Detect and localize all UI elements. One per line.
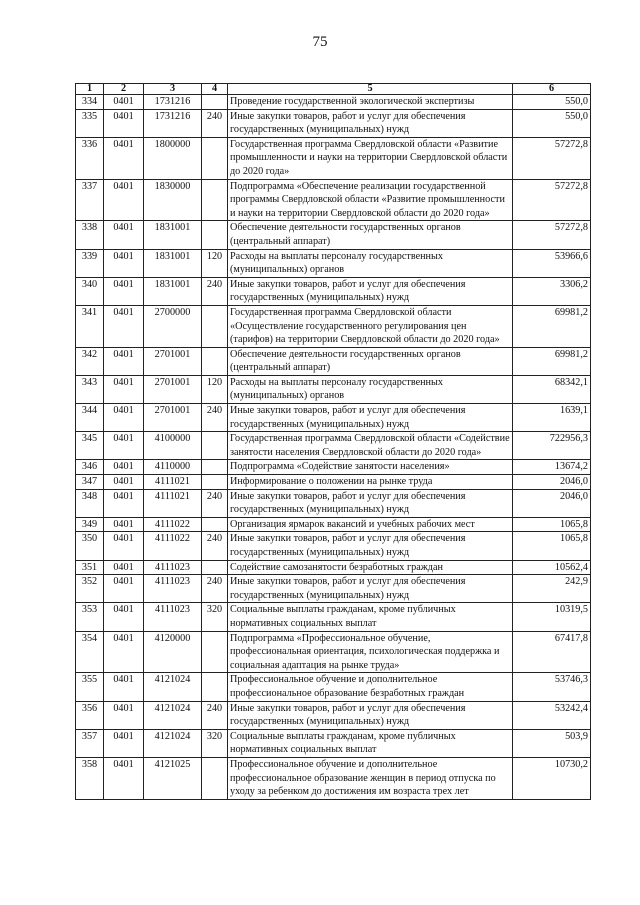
- row-number: 335: [76, 109, 104, 137]
- amount: 2046,0: [513, 475, 591, 490]
- expense-type-code: 240: [202, 404, 228, 432]
- section-code: 0401: [104, 673, 144, 701]
- table-row: [76, 532, 591, 560]
- row-number: 355: [76, 673, 104, 701]
- item-name: Государственная программа Свердловской области «Развитие промышленности и науки на территории Свердловской области до 2020 года»: [228, 137, 513, 179]
- column-header-name: 5: [228, 84, 513, 95]
- item-name: Иные закупки товаров, работ и услуг для обеспечения государственных (муниципальных) нужд: [228, 277, 513, 305]
- table-row: [76, 404, 591, 432]
- amount: 550,0: [513, 95, 591, 110]
- amount: 53746,3: [513, 673, 591, 701]
- item-name: Расходы на выплаты персоналу государственных (муниципальных) органов: [228, 249, 513, 277]
- target-article-code: 1831001: [144, 249, 202, 277]
- item-name: Подпрограмма «Профессиональное обучение, профессиональная ориентация, психологическая поддержка и социальная адаптация на рынке труда»: [228, 631, 513, 673]
- target-article-code: 1831001: [144, 221, 202, 249]
- amount: 68342,1: [513, 375, 591, 403]
- table-row: [76, 137, 591, 179]
- expense-type-code: [202, 179, 228, 221]
- expense-type-code: 240: [202, 532, 228, 560]
- target-article-code: 2701001: [144, 404, 202, 432]
- item-name: Организация ярмарок вакансий и учебных рабочих мест: [228, 517, 513, 532]
- expense-type-code: [202, 137, 228, 179]
- expense-type-code: [202, 305, 228, 347]
- table-row: [76, 460, 591, 475]
- expense-type-code: 240: [202, 277, 228, 305]
- amount: 1065,8: [513, 517, 591, 532]
- expense-type-code: [202, 432, 228, 460]
- amount: 53966,6: [513, 249, 591, 277]
- amount: 53242,4: [513, 701, 591, 729]
- expense-type-code: 240: [202, 109, 228, 137]
- amount: 242,9: [513, 575, 591, 603]
- target-article-code: 1731216: [144, 109, 202, 137]
- target-article-code: 4111022: [144, 532, 202, 560]
- table-row: [76, 95, 591, 110]
- table-row: [76, 109, 591, 137]
- table-row: [76, 475, 591, 490]
- column-header-expense-type: 4: [202, 84, 228, 95]
- section-code: 0401: [104, 249, 144, 277]
- row-number: 339: [76, 249, 104, 277]
- target-article-code: 4111023: [144, 603, 202, 631]
- amount: 69981,2: [513, 305, 591, 347]
- item-name: Государственная программа Свердловской области «Осуществление государственного регулирования цен (тарифов) на территории Свердловской области до 2020 года»: [228, 305, 513, 347]
- item-name: Расходы на выплаты персоналу государственных (муниципальных) органов: [228, 375, 513, 403]
- section-code: 0401: [104, 757, 144, 799]
- item-name: Информирование о положении на рынке труда: [228, 475, 513, 490]
- section-code: 0401: [104, 575, 144, 603]
- expense-type-code: 240: [202, 575, 228, 603]
- section-code: 0401: [104, 489, 144, 517]
- expense-type-code: 240: [202, 489, 228, 517]
- expense-type-code: 120: [202, 249, 228, 277]
- expense-type-code: [202, 347, 228, 375]
- table-row: [76, 375, 591, 403]
- target-article-code: 4121024: [144, 673, 202, 701]
- row-number: 345: [76, 432, 104, 460]
- target-article-code: 2701001: [144, 375, 202, 403]
- target-article-code: 4121024: [144, 729, 202, 757]
- expense-type-code: 320: [202, 603, 228, 631]
- item-name: Социальные выплаты гражданам, кроме публичных нормативных социальных выплат: [228, 603, 513, 631]
- amount: 722956,3: [513, 432, 591, 460]
- row-number: 347: [76, 475, 104, 490]
- target-article-code: 1731216: [144, 95, 202, 110]
- amount: 1065,8: [513, 532, 591, 560]
- expense-type-code: [202, 517, 228, 532]
- budget-table: [75, 83, 591, 800]
- expense-type-code: [202, 631, 228, 673]
- item-name: Профессиональное обучение и дополнительное профессиональное образование женщин в период отпуска по уходу за ребенком до достижения им возраста трех лет: [228, 757, 513, 799]
- amount: 1639,1: [513, 404, 591, 432]
- table-row: [76, 489, 591, 517]
- target-article-code: 4121024: [144, 701, 202, 729]
- section-code: 0401: [104, 277, 144, 305]
- row-number: 356: [76, 701, 104, 729]
- section-code: 0401: [104, 701, 144, 729]
- table-row: [76, 347, 591, 375]
- section-code: 0401: [104, 347, 144, 375]
- table-row: [76, 432, 591, 460]
- item-name: Иные закупки товаров, работ и услуг для обеспечения государственных (муниципальных) нужд: [228, 575, 513, 603]
- row-number: 358: [76, 757, 104, 799]
- section-code: 0401: [104, 179, 144, 221]
- row-number: 349: [76, 517, 104, 532]
- section-code: 0401: [104, 475, 144, 490]
- row-number: 342: [76, 347, 104, 375]
- item-name: Подпрограмма «Содействие занятости населения»: [228, 460, 513, 475]
- section-code: 0401: [104, 460, 144, 475]
- table-row: [76, 221, 591, 249]
- expense-type-code: [202, 475, 228, 490]
- table-row: [76, 631, 591, 673]
- target-article-code: 4111022: [144, 517, 202, 532]
- row-number: 343: [76, 375, 104, 403]
- expense-type-code: [202, 221, 228, 249]
- item-name: Содействие самозанятости безработных граждан: [228, 560, 513, 575]
- expense-type-code: [202, 673, 228, 701]
- table-row: [76, 560, 591, 575]
- expense-type-code: [202, 460, 228, 475]
- item-name: Подпрограмма «Обеспечение реализации государственной программы Свердловской области «Развитие промышленности и науки на территории Свердловской области до 2020 года»: [228, 179, 513, 221]
- target-article-code: 1800000: [144, 137, 202, 179]
- table-row: [76, 757, 591, 799]
- section-code: 0401: [104, 305, 144, 347]
- amount: 57272,8: [513, 137, 591, 179]
- section-code: 0401: [104, 517, 144, 532]
- amount: 69981,2: [513, 347, 591, 375]
- target-article-code: 4111023: [144, 560, 202, 575]
- expense-type-code: [202, 95, 228, 110]
- section-code: 0401: [104, 404, 144, 432]
- section-code: 0401: [104, 560, 144, 575]
- row-number: 350: [76, 532, 104, 560]
- amount: 10562,4: [513, 560, 591, 575]
- row-number: 353: [76, 603, 104, 631]
- row-number: 346: [76, 460, 104, 475]
- row-number: 357: [76, 729, 104, 757]
- header-row: [76, 84, 591, 95]
- table-row: [76, 575, 591, 603]
- row-number: 340: [76, 277, 104, 305]
- row-number: 334: [76, 95, 104, 110]
- item-name: Иные закупки товаров, работ и услуг для обеспечения государственных (муниципальных) нужд: [228, 109, 513, 137]
- table-body: [76, 95, 591, 800]
- section-code: 0401: [104, 375, 144, 403]
- row-number: 338: [76, 221, 104, 249]
- row-number: 336: [76, 137, 104, 179]
- item-name: Проведение государственной экологической экспертизы: [228, 95, 513, 110]
- section-code: 0401: [104, 532, 144, 560]
- table-row: [76, 249, 591, 277]
- row-number: 351: [76, 560, 104, 575]
- table-row: [76, 673, 591, 701]
- amount: 2046,0: [513, 489, 591, 517]
- item-name: Государственная программа Свердловской области «Содействие занятости населения Свердловской области до 2020 года»: [228, 432, 513, 460]
- table-row: [76, 179, 591, 221]
- table-row: [76, 701, 591, 729]
- table-row: [76, 277, 591, 305]
- column-header-amount: 6: [513, 84, 591, 95]
- target-article-code: 4111023: [144, 575, 202, 603]
- amount: 3306,2: [513, 277, 591, 305]
- target-article-code: 2701001: [144, 347, 202, 375]
- section-code: 0401: [104, 221, 144, 249]
- row-number: 352: [76, 575, 104, 603]
- row-number: 341: [76, 305, 104, 347]
- row-number: 344: [76, 404, 104, 432]
- section-code: 0401: [104, 109, 144, 137]
- expense-type-code: 240: [202, 701, 228, 729]
- item-name: Иные закупки товаров, работ и услуг для обеспечения государственных (муниципальных) нужд: [228, 404, 513, 432]
- target-article-code: 4111021: [144, 489, 202, 517]
- section-code: 0401: [104, 603, 144, 631]
- item-name: Социальные выплаты гражданам, кроме публичных нормативных социальных выплат: [228, 729, 513, 757]
- column-header-target-article: 3: [144, 84, 202, 95]
- amount: 10319,5: [513, 603, 591, 631]
- amount: 550,0: [513, 109, 591, 137]
- table-row: [76, 517, 591, 532]
- column-header-number: 1: [76, 84, 104, 95]
- column-header-section: 2: [104, 84, 144, 95]
- expense-type-code: 320: [202, 729, 228, 757]
- item-name: Обеспечение деятельности государственных органов (центральный аппарат): [228, 347, 513, 375]
- row-number: 354: [76, 631, 104, 673]
- item-name: Иные закупки товаров, работ и услуг для обеспечения государственных (муниципальных) нужд: [228, 532, 513, 560]
- section-code: 0401: [104, 631, 144, 673]
- section-code: 0401: [104, 432, 144, 460]
- section-code: 0401: [104, 137, 144, 179]
- page-number: 75: [312, 34, 328, 50]
- amount: 10730,2: [513, 757, 591, 799]
- amount: 57272,8: [513, 179, 591, 221]
- item-name: Иные закупки товаров, работ и услуг для обеспечения государственных (муниципальных) нужд: [228, 489, 513, 517]
- item-name: Обеспечение деятельности государственных органов (центральный аппарат): [228, 221, 513, 249]
- expense-type-code: 120: [202, 375, 228, 403]
- target-article-code: 2700000: [144, 305, 202, 347]
- target-article-code: 4120000: [144, 631, 202, 673]
- item-name: Профессиональное обучение и дополнительное профессиональное образование безработных граждан: [228, 673, 513, 701]
- amount: 67417,8: [513, 631, 591, 673]
- expense-type-code: [202, 757, 228, 799]
- table-row: [76, 305, 591, 347]
- target-article-code: 4100000: [144, 432, 202, 460]
- amount: 503,9: [513, 729, 591, 757]
- row-number: 337: [76, 179, 104, 221]
- row-number: 348: [76, 489, 104, 517]
- target-article-code: 1831001: [144, 277, 202, 305]
- expense-type-code: [202, 560, 228, 575]
- amount: 57272,8: [513, 221, 591, 249]
- item-name: Иные закупки товаров, работ и услуг для обеспечения государственных (муниципальных) нужд: [228, 701, 513, 729]
- table-row: [76, 603, 591, 631]
- target-article-code: 4111021: [144, 475, 202, 490]
- target-article-code: 1830000: [144, 179, 202, 221]
- section-code: 0401: [104, 95, 144, 110]
- target-article-code: 4121025: [144, 757, 202, 799]
- target-article-code: 4110000: [144, 460, 202, 475]
- section-code: 0401: [104, 729, 144, 757]
- table-row: [76, 729, 591, 757]
- amount: 13674,2: [513, 460, 591, 475]
